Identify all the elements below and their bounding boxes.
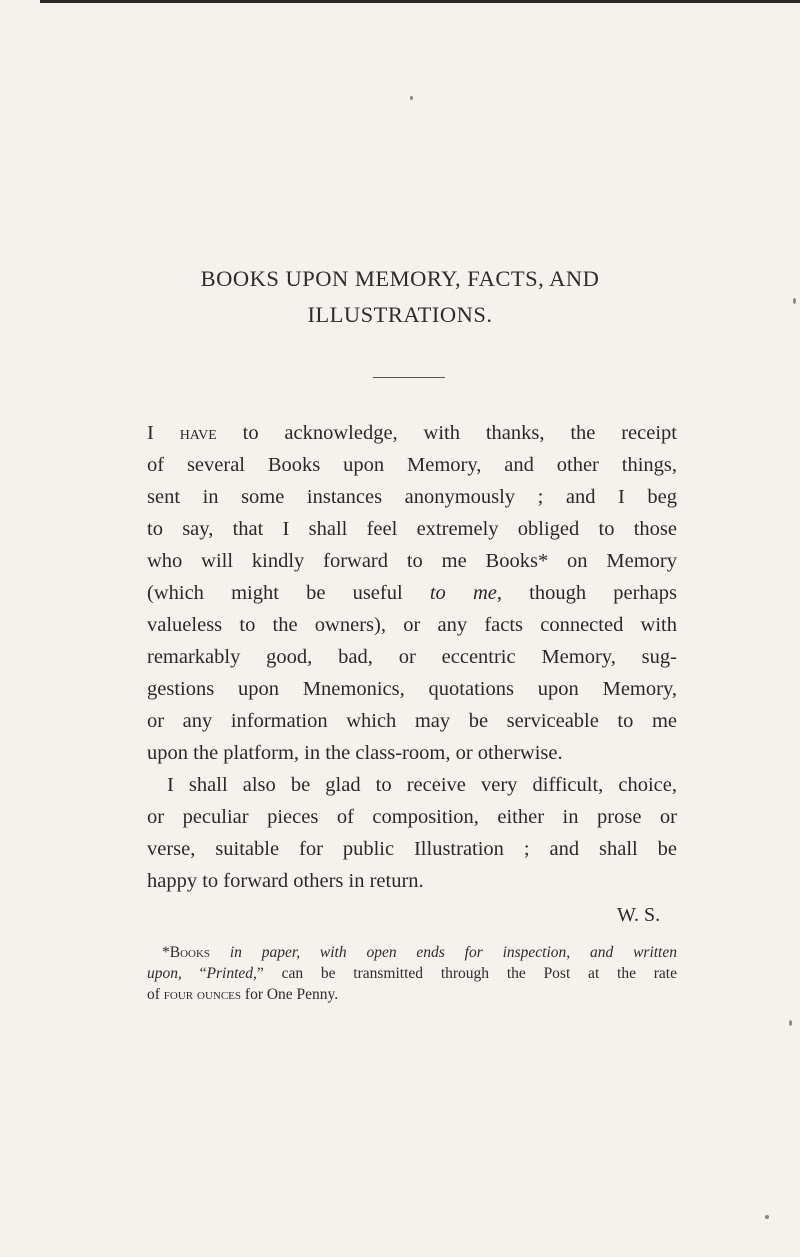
line-text: ” can be transmitted through the Post at the rate	[256, 965, 677, 982]
paper-speck	[793, 298, 796, 304]
paragraph-2-line-2: or peculiar pieces of composition, either in prose or	[147, 806, 677, 828]
paragraph-1-line-8: remarkably good, bad, or eccentric Memory, sug-	[147, 646, 677, 668]
top-border-rule	[40, 0, 800, 3]
signature-initials: W. S.	[617, 904, 661, 926]
section-divider	[373, 377, 445, 378]
paragraph-1-line-1	[147, 418, 677, 449]
paragraph-2-line-3: verse, suitable for public Illustration ; and shall be	[147, 838, 677, 860]
paper-speck	[410, 96, 413, 100]
small-caps-words: four ounces	[163, 986, 242, 1003]
line-text: (which might be useful	[147, 582, 430, 604]
paragraph-1-line-7: valueless to the owners), or any facts connected with	[147, 614, 677, 636]
paragraph-2-line-4: happy to forward others in return.	[147, 870, 424, 892]
footnote-line-1	[162, 942, 677, 963]
paragraph-2-line-1: I shall also be glad to receive very difficult, choice,	[167, 774, 677, 796]
line-text: , “	[178, 965, 207, 982]
paragraph-1-line-2: of several Books upon Memory, and other things,	[147, 454, 677, 476]
italic-text: Printed,	[206, 965, 257, 982]
paragraph-1-line-11: upon the platform, in the class-room, or otherwise.	[147, 742, 563, 764]
line-text: of	[147, 986, 164, 1003]
paper-speck	[765, 1215, 769, 1219]
italic-emphasis: to me	[429, 582, 497, 604]
footnote-line-3	[147, 984, 677, 1005]
line-text: , though perhaps	[496, 582, 677, 604]
drop-initial: I	[147, 422, 180, 444]
paragraph-1-line-10: or any information which may be serviceable to me	[147, 710, 677, 732]
small-caps-word: have	[179, 422, 217, 444]
italic-text: upon	[147, 965, 178, 982]
page-title-line-1: BOOKS UPON MEMORY, FACTS, AND	[200, 266, 600, 291]
line-text: to acknowledge, with thanks, the receipt	[216, 422, 677, 444]
footnote-line-2	[147, 963, 677, 984]
paragraph-1-line-9: gestions upon Mnemonics, quotations upon Memory,	[147, 678, 677, 700]
small-caps-word: Books	[169, 944, 211, 961]
paragraph-1-line-5: who will kindly forward to me Books* on Memory	[147, 550, 677, 572]
italic-text: in paper, with open ends for inspection, and written	[210, 944, 677, 961]
page-title-line-2: ILLUSTRATIONS.	[307, 302, 493, 327]
line-text: for One Penny.	[241, 986, 339, 1003]
footnote-marker: *	[162, 944, 170, 961]
paragraph-1-line-3: sent in some instances anonymously ; and I beg	[147, 486, 677, 508]
paragraph-1-line-4: to say, that I shall feel extremely obliged to those	[147, 518, 677, 540]
paper-speck	[789, 1020, 792, 1026]
paragraph-1-line-6	[147, 578, 677, 609]
